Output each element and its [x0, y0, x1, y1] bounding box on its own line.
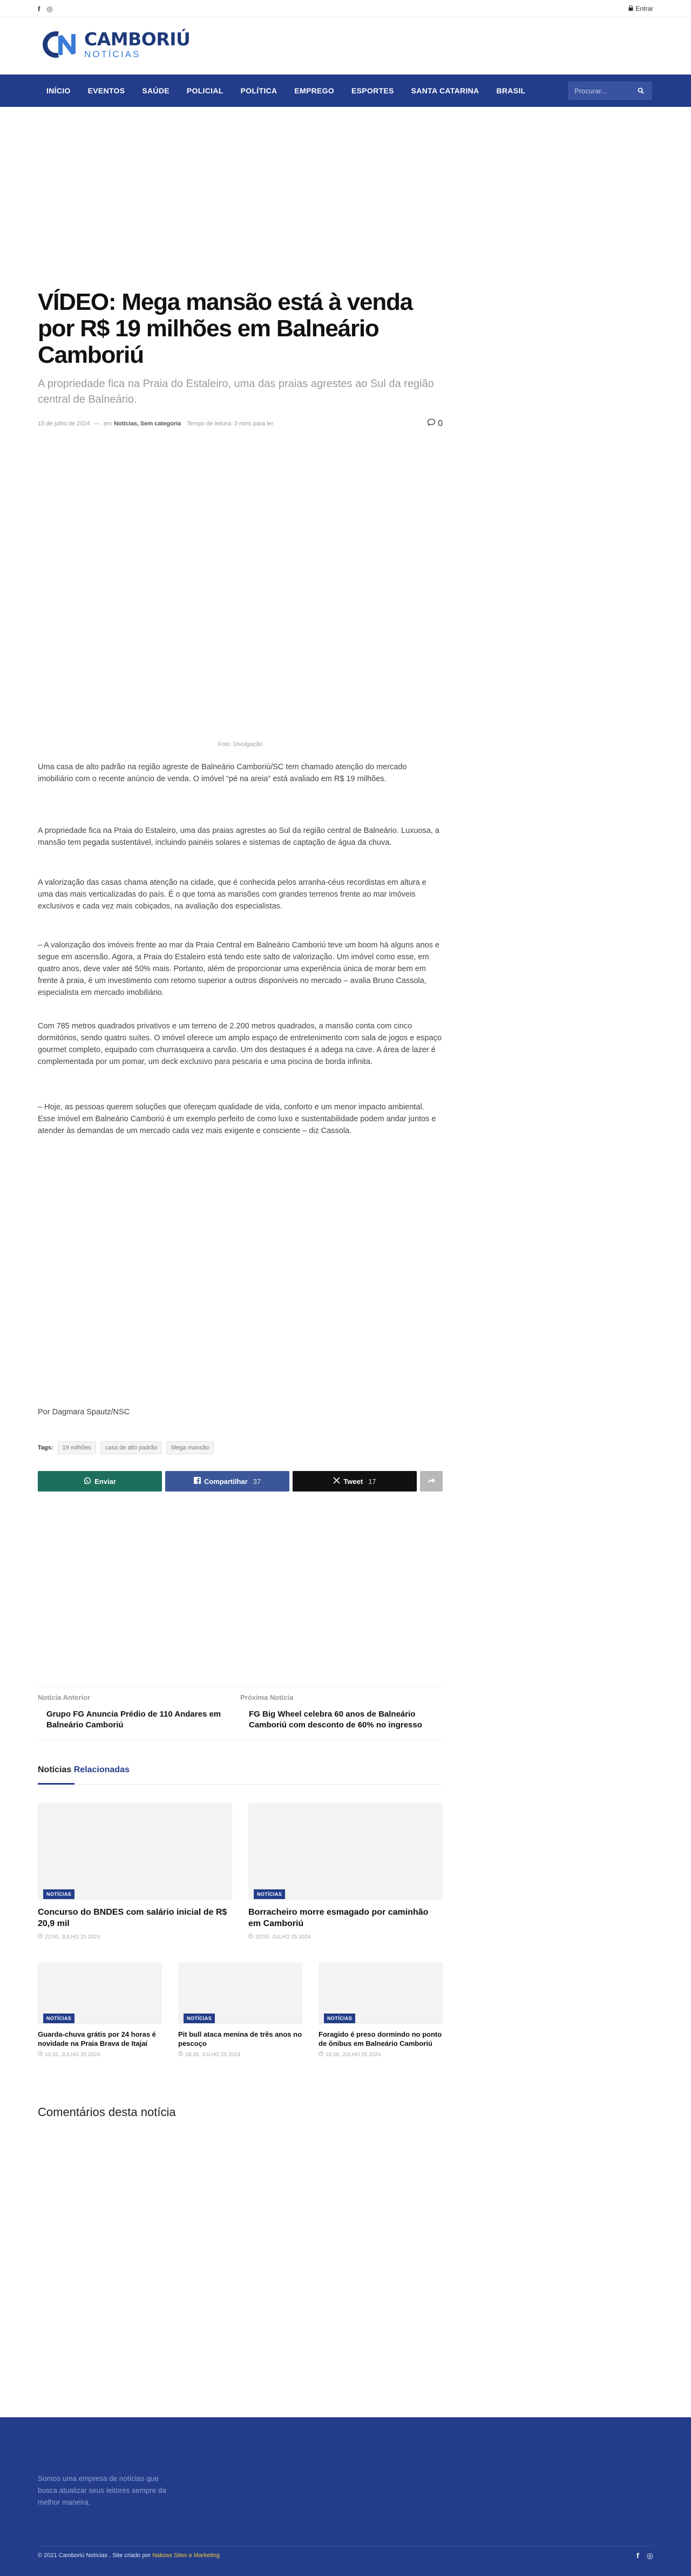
article-video[interactable]	[38, 1161, 443, 1393]
clock-icon	[319, 2051, 323, 2058]
article-meta: 15 de julho de 2024 — em Notícias, Sem categoria Tempo de leitura: 3 mins para ler 0	[38, 418, 443, 428]
article-paragraph: Uma casa de alto padrão na região agreste de Balneário Camboriú/SC tem chamado atenção do mercado imobiliário com o recente anúncio de venda. O imóvel “pé na areia” está avaliado em R$ 19 milhões.	[38, 763, 407, 783]
share-whatsapp-label: Enviar	[94, 1477, 116, 1486]
site-footer	[0, 2417, 691, 2576]
heading-underline	[38, 1783, 74, 1785]
category-badge: NOTÍCIAS	[324, 2014, 355, 2023]
clock-icon	[178, 2051, 183, 2058]
share-arrow-icon	[427, 1477, 436, 1486]
next-title: FG Big Wheel celebra 60 anos de Balneário Camboriú com desconto de 60% no ingresso	[249, 1710, 422, 1730]
card-title: Foragido é preso dormindo no ponto de ônibus em Balneário Camboriú	[319, 2030, 442, 2048]
comment-count: 0	[438, 418, 443, 428]
site-logo[interactable]	[42, 30, 190, 59]
share-whatsapp-button[interactable]	[38, 1471, 162, 1492]
lock-icon	[628, 5, 633, 12]
card-date-text: 18:38, JULHO 25 2024	[185, 2051, 241, 2058]
card-date-text: 19:32, JULHO 25 2024	[45, 2051, 100, 2058]
article-title: VÍDEO: Mega mansão está à venda por R$ 19 milhões em Balneário Camboriú	[38, 289, 412, 368]
copyright-text: © 2021 Camboriú Notícias . Site criado por	[38, 2552, 151, 2559]
clock-icon	[38, 1934, 43, 1940]
card-title: Guarda-chuva grátis por 24 horas é novidade na Praia Brava de Itajaí	[38, 2030, 156, 2048]
article-paragraph: A valorização das casas chama atenção na cidade, que é conhecida pelos arranha-céus recordistas em altura e uma das mais verticalizadas do país. É o que torna as mansões com grandes terrenos frente ao mar imóveis exclusivos e cada vez mais cobiçados, na avaliação dos especialistas.	[38, 878, 426, 911]
related-card[interactable]	[38, 1803, 232, 1940]
nav-menu	[38, 74, 534, 107]
article-date: 15 de julho de 2024	[38, 421, 90, 427]
nav-item-inicio[interactable]: INÍCIO	[46, 86, 71, 95]
facebook-icon[interactable]: f	[636, 2551, 639, 2560]
tag-link[interactable]: Mega mansão	[166, 1441, 214, 1454]
login-link[interactable]	[628, 5, 653, 12]
clock-icon	[38, 2051, 43, 2058]
tag-link[interactable]: 19 milhões	[58, 1441, 96, 1454]
card-date-text: 18:08, JULHO 25 2024	[326, 2051, 381, 2058]
related-card[interactable]	[319, 1962, 443, 2058]
nav-item-esportes[interactable]: ESPORTES	[351, 86, 394, 95]
card-title: Pit bull ataca menina de três anos no pescoço	[178, 2030, 302, 2048]
card-date	[38, 1934, 232, 1940]
share-facebook-count: 37	[253, 1477, 261, 1486]
related-card[interactable]	[178, 1962, 302, 2058]
nav-item-emprego[interactable]: EMPREGO	[294, 86, 335, 95]
comments-heading: Comentários desta notícia	[38, 2105, 176, 2119]
related-card[interactable]	[38, 1962, 162, 2058]
top-bar	[0, 0, 691, 17]
comment-count-link[interactable]	[427, 418, 443, 429]
share-twitter-count: 17	[368, 1477, 376, 1486]
card-image	[178, 1962, 302, 2024]
share-twitter-button[interactable]	[293, 1471, 417, 1492]
article-author: Por Dagmara Spautz/NSC	[38, 1408, 130, 1416]
share-twitter-label: Tweet	[343, 1477, 363, 1486]
category-badge: NOTÍCIAS	[184, 2014, 215, 2023]
main-navbar	[0, 74, 691, 107]
card-image	[248, 1803, 443, 1900]
card-date	[319, 2051, 443, 2058]
card-date	[248, 1934, 443, 1940]
related-card[interactable]	[248, 1803, 443, 1940]
previous-label: Notícia Anterior	[38, 1693, 91, 1701]
article-paragraph: – A valorização dos imóveis frente ao mar da Praia Central em Balneário Camboriú teve um boom há alguns anos e segue em ascensão. Agora, a Praia do Estaleiro está tendo este salto de valorização. Um imóvel como esse, em quatro anos, deve valer até 50% mais. Portanto, além de proporcionar uma experiência única de morar bem em frente à praia, é um investimento com retorno superior a outros disponíveis no mercado – avalia Bruno Cassola, especialista em mercado imobiliário.	[38, 941, 439, 997]
article-categories[interactable]: Notícias, Sem categoria	[114, 421, 181, 427]
nav-item-eventos[interactable]: EVENTOS	[87, 86, 125, 95]
comment-bubble-icon	[427, 418, 436, 429]
nav-item-politica[interactable]: POLÍTICA	[240, 86, 277, 95]
facebook-icon	[194, 1477, 201, 1486]
article-paragraph: Com 785 metros quadrados privativos e um terreno de 2.200 metros quadrados, a mansão conta com cinco dormitórios, sendo quatro suítes. O imóvel oferece um amplo espaço de entretenimento com sala de jogos e espaço gourmet completo, equipado com churrasqueira a carvão. Um dos destaques é a adega na cave. A área de lazer é complementada por um pomar, um deck exclusivo para pescaria e uma piscina de borda infinita.	[38, 1022, 442, 1066]
card-image	[319, 1962, 443, 2024]
login-label: Entrar	[635, 5, 653, 12]
brand-tagline: NOTÍCIAS	[84, 49, 141, 59]
nav-item-policial[interactable]: POLICIAL	[186, 86, 223, 95]
category-badge: NOTÍCIAS	[43, 2014, 74, 2023]
prev-next-nav	[38, 1686, 443, 1740]
share-bar	[38, 1471, 443, 1492]
previous-title: Grupo FG Anuncia Prédio de 110 Andares em Balneário Camboriú	[46, 1710, 221, 1730]
related-heading-a: Notícias	[38, 1765, 72, 1774]
card-title: Concurso do BNDES com salário inicial de R$ 20,9 mil	[38, 1908, 227, 1928]
article-reading-time: Tempo de leitura: 3 mins para ler	[187, 421, 274, 427]
top-social-links	[38, 5, 53, 13]
image-caption: Foto: Divulgação	[218, 741, 263, 748]
article-in-label: em	[103, 421, 112, 427]
tag-list	[38, 1441, 214, 1454]
article-featured-image	[38, 443, 443, 734]
nav-item-santa-catarina[interactable]: SANTA CATARINA	[411, 86, 479, 95]
card-image	[38, 1962, 162, 2024]
whatsapp-icon	[84, 1477, 91, 1486]
share-facebook-label: Compartilhar	[204, 1477, 248, 1486]
related-heading	[38, 1765, 443, 1785]
instagram-icon[interactable]: ◎	[646, 2551, 653, 2560]
card-date-text: 20:50, JULHO 25 2024	[255, 1934, 311, 1940]
card-date	[38, 2051, 162, 2058]
x-icon	[333, 1477, 340, 1486]
footer-about: Somos uma empresa de notícias que busca atualizar seus leitores sempre da melhor maneira.	[38, 2475, 166, 2506]
next-article-link[interactable]	[240, 1693, 435, 1731]
brand-name: CAMBORIÚ	[84, 29, 191, 50]
card-date-text: 22:00, JULHO 25 2024	[45, 1934, 100, 1940]
footer-copyright	[38, 2552, 220, 2559]
nav-item-brasil[interactable]: BRASIL	[496, 86, 526, 95]
next-label: Próxima Notícia	[240, 1693, 294, 1701]
tags-label: Tags:	[38, 1445, 53, 1451]
related-heading-b: Relacionadas	[73, 1765, 130, 1774]
footer-social-links	[636, 2551, 653, 2560]
search-box	[568, 82, 652, 100]
creator-link[interactable]: Nakoss Sites e Marketing	[152, 2552, 220, 2559]
card-title: Borracheiro morre esmagado por caminhão em Camboriú	[248, 1908, 429, 1928]
article-paragraph: – Hoje, as pessoas querem soluções que ofereçam qualidade de vida, conforto e um menor impacto ambiental. Esse imóvel em Balneário Camboriú é um exemplo perfeito de como luxo e sustentabilidade podem andar juntos e atender às demandas de um mercado cada vez mais exigente e consciente – diz Cassola.	[38, 1103, 436, 1135]
card-image	[38, 1803, 232, 1900]
tag-link[interactable]: casa de alto padrão	[100, 1441, 162, 1454]
search-input[interactable]	[568, 87, 633, 95]
previous-article-link[interactable]	[38, 1693, 232, 1731]
article-paragraph: A propriedade fica na Praia do Estaleiro, uma das praias agrestes ao Sul da região central de Balneário. Luxuosa, a mansão tem pegada sustentável, incluindo painéis solares e sistemas de captação de água da chuva.	[38, 826, 439, 847]
share-more-button[interactable]	[420, 1471, 443, 1492]
category-badge: NOTÍCIAS	[254, 1889, 285, 1899]
nav-item-saude[interactable]: SAÚDE	[142, 86, 170, 95]
facebook-icon[interactable]: f	[38, 5, 40, 13]
category-badge: NOTÍCIAS	[43, 1889, 74, 1899]
card-date	[178, 2051, 302, 2058]
share-facebook-button[interactable]	[165, 1471, 289, 1492]
clock-icon	[248, 1934, 253, 1940]
article-subtitle: A propriedade fica na Praia do Estaleiro, uma das praias agrestes ao Sul da região central de Balneário.	[38, 378, 434, 405]
instagram-icon[interactable]: ◎	[46, 5, 53, 13]
logo-mark-icon	[42, 30, 81, 59]
search-icon[interactable]	[633, 82, 649, 100]
